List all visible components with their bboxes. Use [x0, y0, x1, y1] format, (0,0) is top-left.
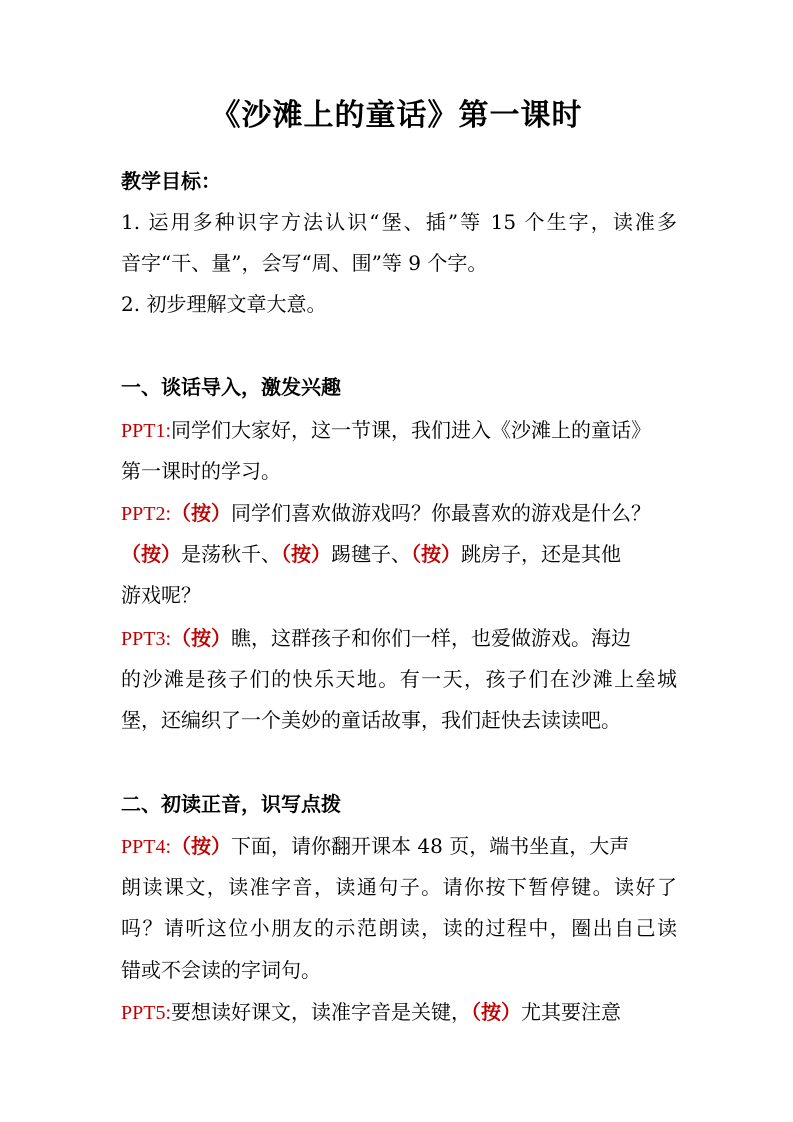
- ppt2-seg-a: 是荡秋千、: [181, 542, 281, 566]
- objective-line-2: 音字“干、量”，会写“周、围”等 9 个字。: [121, 251, 488, 275]
- ppt3-text-1: 瞧，这群孩子和你们一样，也爱做游戏。海边: [231, 626, 632, 650]
- objective-line-3: 2. 初步理解文章大意。: [121, 292, 327, 316]
- ppt1-line-1: [121, 415, 677, 446]
- ppt2-seg-c: 跳房子，还是其他: [461, 542, 621, 566]
- ppt1-label: PPT1:: [121, 420, 172, 442]
- press-marker: （按）: [471, 1000, 522, 1024]
- section1-heading: 一、谈话导入，激发兴趣: [121, 375, 341, 399]
- press-marker: （按）: [171, 626, 232, 650]
- ppt1-line-2: 第一课时的学习。: [121, 459, 281, 483]
- ppt2-text-1: 同学们喜欢做游戏吗？你最喜欢的游戏是什么？: [231, 501, 652, 525]
- ppt3-line-3: 堡，还编织了一个美妙的童话故事，我们赶快去读读吧。: [121, 708, 621, 732]
- press-marker: （按）: [411, 542, 461, 566]
- ppt3-line-2: 的沙滩是孩子们的快乐天地。有一天，孩子们在沙滩上垒城: [121, 667, 677, 691]
- press-marker: （按）: [281, 542, 331, 566]
- ppt5-label: PPT5:: [121, 1002, 172, 1024]
- objective-line-1: 1. 运用多种识字方法认识“堡、插”等 15 个生字，读准多: [121, 210, 677, 234]
- ppt2-line-2: [121, 539, 677, 569]
- ppt5-line-1: [121, 997, 677, 1028]
- ppt2-label: PPT2:: [121, 503, 172, 525]
- ppt4-line-1: [121, 831, 677, 862]
- ppt3-label: PPT3:: [121, 628, 172, 650]
- press-marker: （按）: [171, 501, 232, 525]
- ppt4-text-1: 下面，请你翻开课本 48 页，端书坐直，大声: [231, 834, 630, 858]
- ppt2-line-1: [121, 498, 677, 529]
- press-marker: （按）: [171, 834, 232, 858]
- objectives-heading: 教学目标：: [121, 169, 221, 193]
- ppt5-text-1: 要想读好课文，读准字音是关键，: [171, 1000, 472, 1024]
- ppt4-line-3: 吗？请听这位小朋友的示范朗读，读的过程中，圈出自己读: [121, 916, 677, 940]
- page-title: 《沙滩上的童话》第一课时: [210, 98, 583, 133]
- ppt1-text-1: 同学们大家好，这一节课，我们进入《沙滩上的童话》: [171, 418, 652, 442]
- ppt2-seg-b: 踢毽子、: [331, 542, 411, 566]
- ppt4-label: PPT4:: [121, 836, 172, 858]
- press-marker: （按）: [121, 542, 181, 566]
- ppt2-line-3: 游戏呢？: [121, 583, 201, 607]
- ppt3-line-1: [121, 623, 677, 654]
- section2-heading: 二、初读正音，识写点拨: [121, 792, 341, 816]
- ppt4-line-2: 朗读课文，读准字音，读通句子。请你按下暂停键。读好了: [121, 875, 677, 899]
- ppt4-line-4: 错或不会读的字词句。: [121, 958, 321, 982]
- ppt5-text-1b: 尤其要注意: [521, 1000, 622, 1024]
